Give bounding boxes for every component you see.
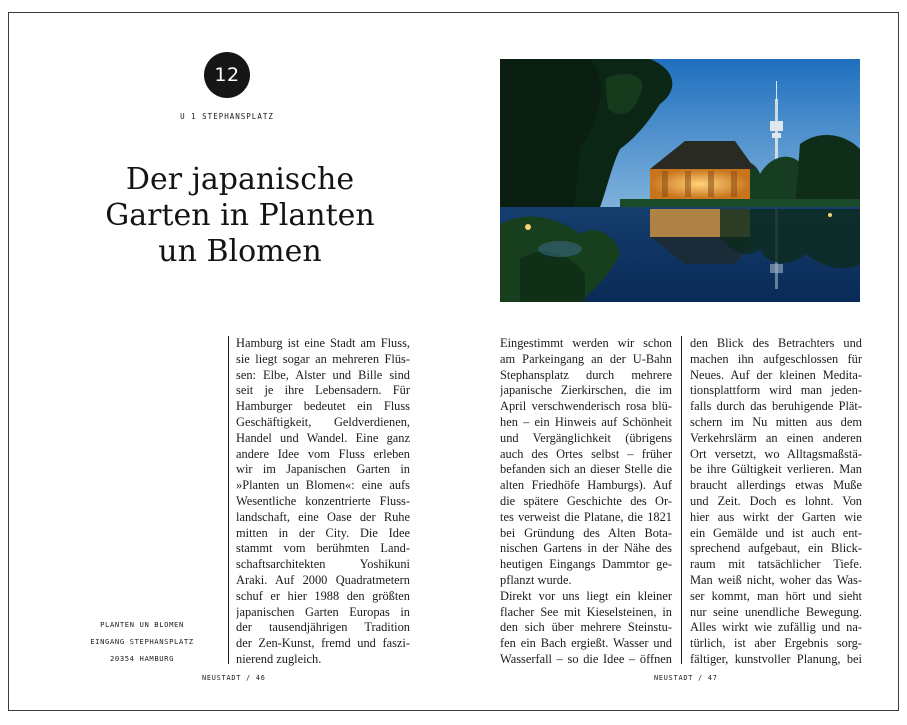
text-line: April verschwenderisch rosa blü-	[500, 399, 672, 414]
text-line: wir im Japanischen Garten in	[236, 462, 410, 477]
text-line: der Zen-Kunst, fremd und faszi-	[236, 636, 410, 651]
address-line: PLANTEN UN BLOMEN	[100, 620, 184, 629]
text-line: ser kommt, man hört und sieht	[690, 588, 862, 603]
text-line: mitten in der City. Die Idee	[236, 525, 410, 540]
text-line: falls durch das beruhigende Plät-	[690, 399, 862, 414]
text-line: sprechend aufgebaut, ein Blick-	[690, 541, 862, 556]
text-line: landschaft, eine Oase der Ruhe	[236, 509, 410, 524]
text-line: raum mit tatsächlicher Tiefe.	[690, 557, 862, 572]
text-line: bei Gründung des Alten Bota-	[500, 525, 672, 540]
text-line: auch des Ortes selbst – früher	[500, 446, 672, 461]
text-line: Hamburg ist eine Stadt am Fluss,	[236, 336, 410, 350]
text-line: alten Friedhöfe Hamburgs). Auf	[500, 478, 672, 493]
text-line: »Planten un Blomen«: eine aufs	[236, 478, 410, 493]
text-line: Man weiß nicht, woher das Was-	[690, 572, 862, 587]
text-line: schuf er hier 1988 den größten	[236, 588, 410, 603]
text-line: schern im Nu mitten aus dem	[690, 414, 862, 429]
japanese-garden-photo	[500, 59, 860, 302]
text-line: nischen Gartens in der Nähe des	[500, 541, 672, 556]
text-line: Stephansplatz durch mehrere	[500, 367, 672, 382]
text-line: ein Gemälde und ist auch ent-	[690, 525, 862, 540]
text-line: braucht allerdings etwas Muße	[690, 478, 862, 493]
right-folio: NEUSTADT / 47	[654, 674, 718, 682]
text-line: der tausendjährigen Tradition	[236, 620, 410, 635]
text-line: nur seine unendliche Bewegung.	[690, 604, 862, 619]
right-body-column-1	[500, 336, 672, 668]
text-line: sen: Elbe, Alster und Bille sind	[236, 367, 410, 382]
text-line: japanische Zierkirschen, die im	[500, 383, 672, 398]
text-line: Wasserfall – so die Idee – öffnen	[500, 651, 672, 666]
chapter-number-badge	[204, 52, 250, 98]
text-line: türlich, ist aber Ergebnis sorg-	[690, 636, 862, 651]
text-line: machen ihn aufgeschlossen für	[690, 351, 862, 366]
column-rule	[681, 336, 682, 664]
text-line: sie liegt sogar an mehreren Flüs-	[236, 351, 410, 366]
text-line: befanden sich an dieser Stelle die	[500, 462, 672, 477]
title-line: Garten in Planten	[105, 198, 375, 233]
text-line: Neues. Auf der kleinen Medita-	[690, 367, 862, 382]
text-line: schaftsarchitekten Yoshikuni	[236, 557, 410, 572]
text-line: pflanzt wurde.	[500, 572, 572, 587]
title-line: Der japanische	[125, 162, 355, 197]
left-body-column	[236, 336, 410, 668]
text-line: hier aus wirkt der Garten wie	[690, 509, 862, 524]
text-line: Direkt vor uns liegt ein kleiner	[500, 588, 672, 603]
text-line: und Vergänglichkeit (übrigens	[500, 430, 672, 445]
text-line: Eingestimmt werden wir schon	[500, 336, 672, 350]
text-line: seit je ihre Lebensadern. Für	[236, 383, 410, 398]
text-line: Verkehrslärm an einen anderen	[690, 430, 862, 445]
column-rule	[228, 336, 229, 664]
text-line: Wesentliche konzentrierte Fluss-	[236, 493, 410, 508]
title-line: un Blomen	[158, 234, 322, 269]
chapter-number: 12	[214, 64, 240, 86]
text-line: tionsplattform wird man jeden-	[690, 383, 862, 398]
left-folio: NEUSTADT / 46	[202, 674, 266, 682]
text-line: japanischen Garten Europas in	[236, 604, 410, 619]
text-line: Ort versetzt, wo Alltagsmaßstä-	[690, 446, 862, 461]
text-line: Hamburger bedeutet ein Fluss	[236, 399, 410, 414]
text-line: flacher See mit Kieselsteinen, in	[500, 604, 672, 619]
text-line: den sich über mehrere Steinstu-	[500, 620, 672, 635]
text-line: hen – ein Hinweis auf Schönheit	[500, 414, 672, 429]
text-line: Handel und Wandel. Eine ganz	[236, 430, 410, 445]
text-line: Geschäftigkeit, Geldverdienen,	[236, 414, 410, 429]
text-line: heutigen Eingangs Dammtor ge-	[500, 557, 672, 572]
text-line: die spätere Geschichte des Or-	[500, 493, 672, 508]
text-line: Alles wirkt wie zufällig und na-	[690, 620, 862, 635]
text-line: fen ein Bach ergießt. Wasser und	[500, 636, 672, 651]
text-line: den Blick des Betrachters und	[690, 336, 862, 350]
text-line: andere Idee vom Fluss erleben	[236, 446, 410, 461]
address-line: 20354 HAMBURG	[109, 654, 175, 663]
chapter-title	[90, 162, 390, 270]
text-line: stammt vom berühmten Land-	[236, 541, 410, 556]
address-block	[56, 616, 228, 667]
text-line: fältiger, kunstvoller Planung, bei	[690, 651, 862, 666]
address-line: EINGANG STEPHANSPLATZ	[90, 637, 194, 646]
text-line: Araki. Auf 2000 Quadratmetern	[236, 572, 410, 587]
text-line: be ihre Gültigkeit verlieren. Man	[690, 462, 862, 477]
text-line: tes verweist die Platane, die 1821	[500, 509, 672, 524]
text-line: nierend zugleich.	[236, 651, 322, 666]
right-body-column-2	[690, 336, 862, 668]
text-line: und Zeit. Doch es lohnt. Von	[690, 493, 862, 508]
text-line: am Parkeingang an der U-Bahn	[500, 351, 672, 366]
station-label: U 1 STEPHANSPLATZ	[180, 112, 274, 121]
